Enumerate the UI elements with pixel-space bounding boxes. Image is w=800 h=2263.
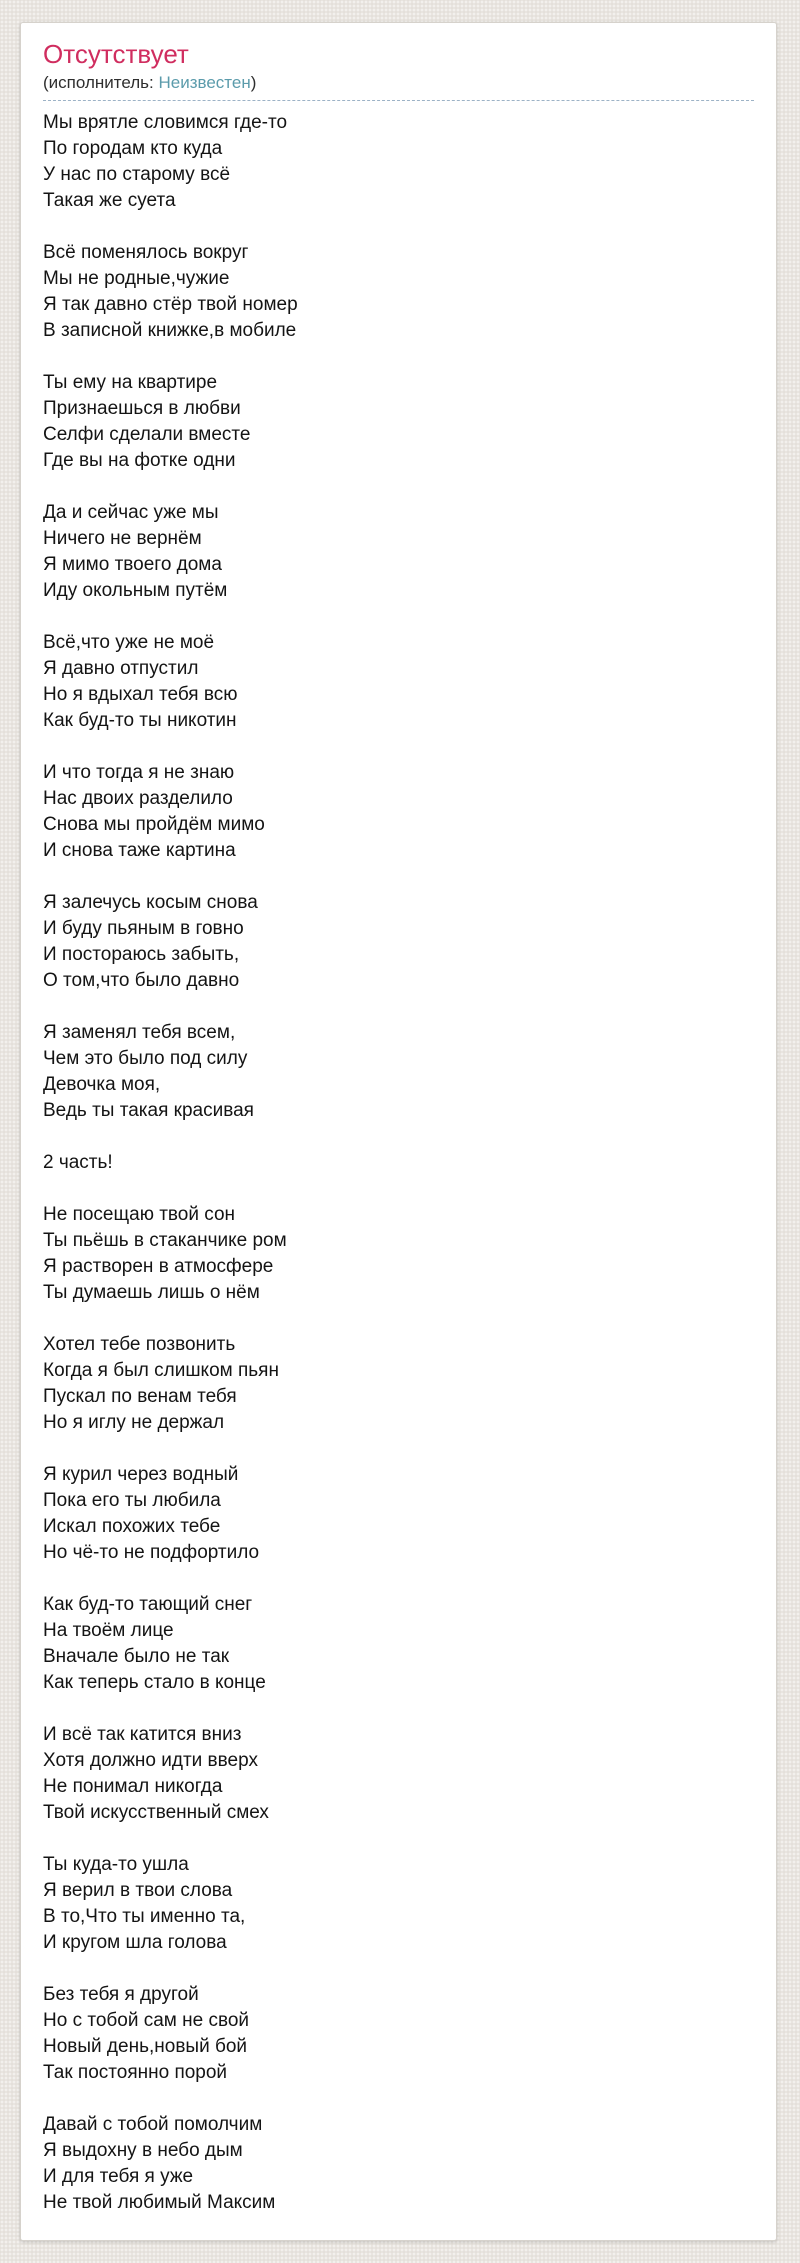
lyric-stanza	[43, 1852, 754, 1956]
lyric-line: Как буд-то тающий снег	[43, 1594, 253, 1615]
lyric-line: Нас двоих разделило	[43, 788, 233, 809]
lyric-stanza	[43, 1722, 754, 1826]
lyric-line: Не посещаю твой сон	[43, 1204, 236, 1225]
lyric-stanza	[43, 2112, 754, 2216]
lyric-line: И буду пьяным в говно	[43, 918, 244, 939]
lyric-line: Как теперь стало в конце	[43, 1672, 266, 1693]
lyric-line: Но я вдыхал тебя всю	[43, 684, 238, 705]
lyric-line: Хотя должно идти вверх	[43, 1750, 258, 1771]
lyric-stanza	[43, 110, 754, 214]
lyric-line: Но чё-то не подфортило	[43, 1542, 260, 1563]
lyric-line: Где вы на фотке одни	[43, 450, 236, 471]
lyric-line: Я давно отпустил	[43, 658, 199, 679]
lyric-line: Такая же суета	[43, 190, 176, 211]
lyric-line: Не понимал никогда	[43, 1776, 223, 1797]
lyric-line: И снова таже картина	[43, 840, 236, 861]
lyric-line: Ты думаешь лишь о нём	[43, 1282, 260, 1303]
lyric-stanza	[43, 1332, 754, 1436]
lyric-line: У нас по старому всё	[43, 164, 231, 185]
lyric-line: Ты куда-то ушла	[43, 1854, 189, 1875]
lyric-line: Селфи сделали вместе	[43, 424, 251, 445]
lyric-line: По городам кто куда	[43, 138, 223, 159]
lyric-line: Я выдохну в небо дым	[43, 2140, 243, 2161]
lyric-line: И кругом шла голова	[43, 1932, 227, 1953]
lyric-line: Снова мы пройдём мимо	[43, 814, 265, 835]
lyric-line: Давай с тобой помолчим	[43, 2114, 263, 2135]
lyric-line: И постораюсь забыть,	[43, 944, 240, 965]
lyric-stanza	[43, 1150, 754, 1176]
lyric-line: Пока его ты любила	[43, 1490, 221, 1511]
lyric-line: Всё,что уже не моё	[43, 632, 215, 653]
lyric-line: Новый день,новый бой	[43, 2036, 248, 2057]
lyric-stanza	[43, 370, 754, 474]
lyric-line: Ты пьёшь в стаканчике ром	[43, 1230, 287, 1251]
lyric-line: Иду окольным путём	[43, 580, 228, 601]
lyric-stanza	[43, 1592, 754, 1696]
lyric-line: Девочка моя,	[43, 1074, 161, 1095]
song-title: Отсутствует	[43, 39, 189, 69]
artist-suffix-text: )	[250, 73, 257, 92]
lyric-line: Я верил в твои слова	[43, 1880, 233, 1901]
lyric-line: Как буд-то ты никотин	[43, 710, 237, 731]
lyric-line: Без тебя я другой	[43, 1984, 199, 2005]
lyric-stanza	[43, 760, 754, 864]
lyric-line: Так постоянно порой	[43, 2062, 228, 2083]
lyric-line: Мы не родные,чужие	[43, 268, 230, 289]
lyric-line: В то,Что ты именно та,	[43, 1906, 246, 1927]
lyric-line: Ничего не вернём	[43, 528, 202, 549]
lyric-line: 2 часть!	[43, 1152, 113, 1173]
lyric-line: Я курил через водный	[43, 1464, 239, 1485]
lyric-line: Вначале было не так	[43, 1646, 230, 1667]
lyric-line: Искал похожих тебе	[43, 1516, 221, 1537]
lyric-line: Признаешься в любви	[43, 398, 241, 419]
lyric-line: Чем это было под силу	[43, 1048, 248, 1069]
lyric-stanza	[43, 890, 754, 994]
lyric-line: Я растворен в атмосфере	[43, 1256, 274, 1277]
lyric-stanza	[43, 500, 754, 604]
lyric-line: Я заменял тебя всем,	[43, 1022, 236, 1043]
lyric-line: На твоём лице	[43, 1620, 174, 1641]
lyric-stanza	[43, 630, 754, 734]
lyric-line: Я так давно стёр твой номер	[43, 294, 298, 315]
lyric-stanza	[43, 240, 754, 344]
lyric-line: Я залечусь косым снова	[43, 892, 258, 913]
artist-line	[43, 72, 754, 101]
lyric-line: Ты ему на квартире	[43, 372, 218, 393]
lyrics-card	[20, 22, 777, 2241]
lyric-line: Да и сейчас уже мы	[43, 502, 219, 523]
artist-link[interactable]: Неизвестен	[158, 73, 251, 92]
lyrics-text	[43, 110, 754, 2216]
artist-prefix-text: (исполнитель:	[43, 73, 159, 92]
lyric-line: Всё поменялось вокруг	[43, 242, 249, 263]
lyric-line: И для тебя я уже	[43, 2166, 194, 2187]
lyric-line: Ведь ты такая красивая	[43, 1100, 254, 1121]
lyric-line: Не твой любимый Максим	[43, 2192, 276, 2213]
lyric-line: Мы врятле словимся где-то	[43, 112, 288, 133]
lyric-stanza	[43, 1202, 754, 1306]
lyric-line: О том,что было давно	[43, 970, 240, 991]
lyric-line: Когда я был слишком пьян	[43, 1360, 279, 1381]
lyric-line: Но с тобой сам не свой	[43, 2010, 250, 2031]
lyric-line: Твой искусственный смех	[43, 1802, 269, 1823]
lyric-line: Но я иглу не держал	[43, 1412, 225, 1433]
lyric-line: Хотел тебе позвонить	[43, 1334, 236, 1355]
lyric-stanza	[43, 1462, 754, 1566]
lyric-line: В записной книжке,в мобиле	[43, 320, 297, 341]
lyric-stanza	[43, 1020, 754, 1124]
lyric-line: И что тогда я не знаю	[43, 762, 235, 783]
lyric-line: Пускал по венам тебя	[43, 1386, 237, 1407]
lyric-line: Я мимо твоего дома	[43, 554, 222, 575]
lyric-line: И всё так катится вниз	[43, 1724, 242, 1745]
lyric-stanza	[43, 1982, 754, 2086]
